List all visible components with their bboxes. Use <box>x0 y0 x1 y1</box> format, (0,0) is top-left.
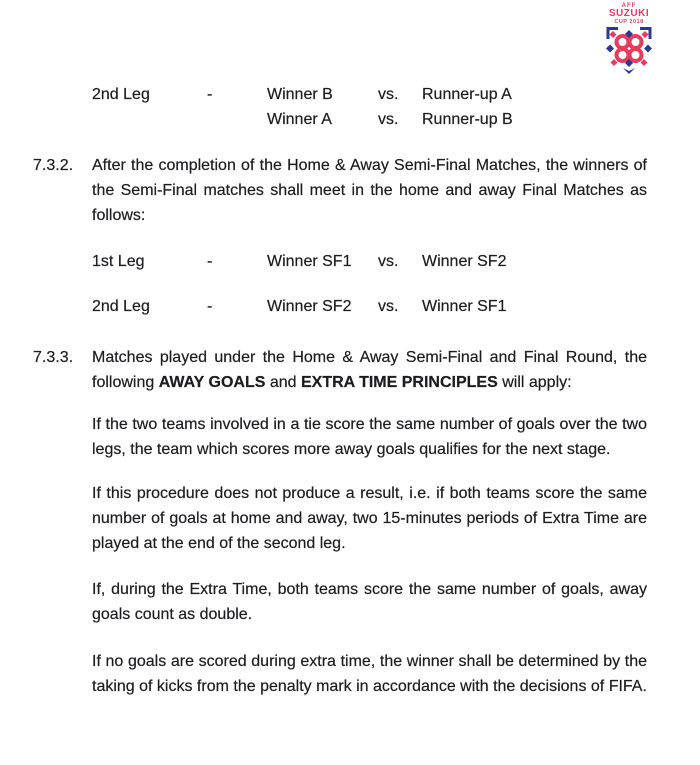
final-leg-table <box>92 249 647 319</box>
section-paragraph <box>92 345 647 395</box>
continuation-leg-table <box>92 82 647 132</box>
leg-team1: Winner A <box>267 111 332 128</box>
mid-text: and <box>265 374 301 391</box>
leg-team2: Runner-up A <box>422 86 512 103</box>
section-7-3-3 <box>33 345 647 395</box>
principle-paragraph-penalties: If no goals are scored during extra time, the winner shall be determined by the taking of kicks from the penalty mark in accordance with the decisions of FIFA. <box>92 653 647 695</box>
leg-dash: - <box>207 253 213 270</box>
leg-label: 1st Leg <box>92 253 145 270</box>
principle-paragraph-away-goals: If the two teams involved in a tie score the same number of goals over the two legs, the team which scores more away goals qualifies for the next stage. <box>92 416 647 458</box>
leg-team1: Winner SF1 <box>267 253 352 270</box>
section-7-3-2 <box>33 153 647 228</box>
section-number: 7.3.2. <box>33 157 74 174</box>
logo-emblem-icon <box>601 27 657 74</box>
leg-label <box>92 107 207 132</box>
leg-vs: vs. <box>378 298 399 315</box>
leg-row <box>92 249 647 274</box>
leg-vs: vs. <box>378 111 399 128</box>
logo-wordmark-suzuki: SUZUKI <box>608 8 650 19</box>
leg-label: 2nd Leg <box>92 298 150 315</box>
logo-wordmark-cup2018: CUP 2018 <box>614 19 644 25</box>
leg-row <box>92 294 647 319</box>
outro-text: will apply: <box>497 374 572 391</box>
leg-dash <box>207 107 267 132</box>
away-goals-bold: AWAY GOALS <box>158 374 266 391</box>
leg-vs: vs. <box>378 253 399 270</box>
leg-team2: Winner SF1 <box>422 298 507 315</box>
leg-vs: vs. <box>378 86 399 103</box>
leg-team1: Winner SF2 <box>267 298 352 315</box>
principle-paragraph-extra-time: If this procedure does not produce a result, i.e. if both teams score the same number of goals at home and away, two 15-minutes periods of Extra Time are played at the end of the second leg. <box>92 485 647 552</box>
leg-team1: Winner B <box>267 86 333 103</box>
leg-team2: Winner SF2 <box>422 253 507 270</box>
leg-row <box>92 82 647 107</box>
section-paragraph: After the completion of the Home & Away Semi-Final Matches, the winners of the Semi-Final matches shall meet in the home and away Final Matches as follows: <box>92 157 647 224</box>
leg-dash: - <box>207 86 213 103</box>
logo-wordmark-aff: AFF <box>621 3 637 9</box>
intro-text: Matches played under the Home & Away Semi-Final and Final Round, the following <box>92 349 647 391</box>
leg-dash: - <box>207 298 213 315</box>
leg-label: 2nd Leg <box>92 86 150 103</box>
section-number: 7.3.3. <box>33 349 74 366</box>
principle-paragraph-double-goals: If, during the Extra Time, both teams score the same number of goals, away goals count as double. <box>92 581 647 623</box>
document-body <box>33 82 647 699</box>
leg-row <box>92 107 647 132</box>
extra-time-bold: EXTRA TIME PRINCIPLES <box>301 374 498 391</box>
leg-team2: Runner-up B <box>422 111 513 128</box>
aff-suzuki-logo <box>600 3 658 74</box>
